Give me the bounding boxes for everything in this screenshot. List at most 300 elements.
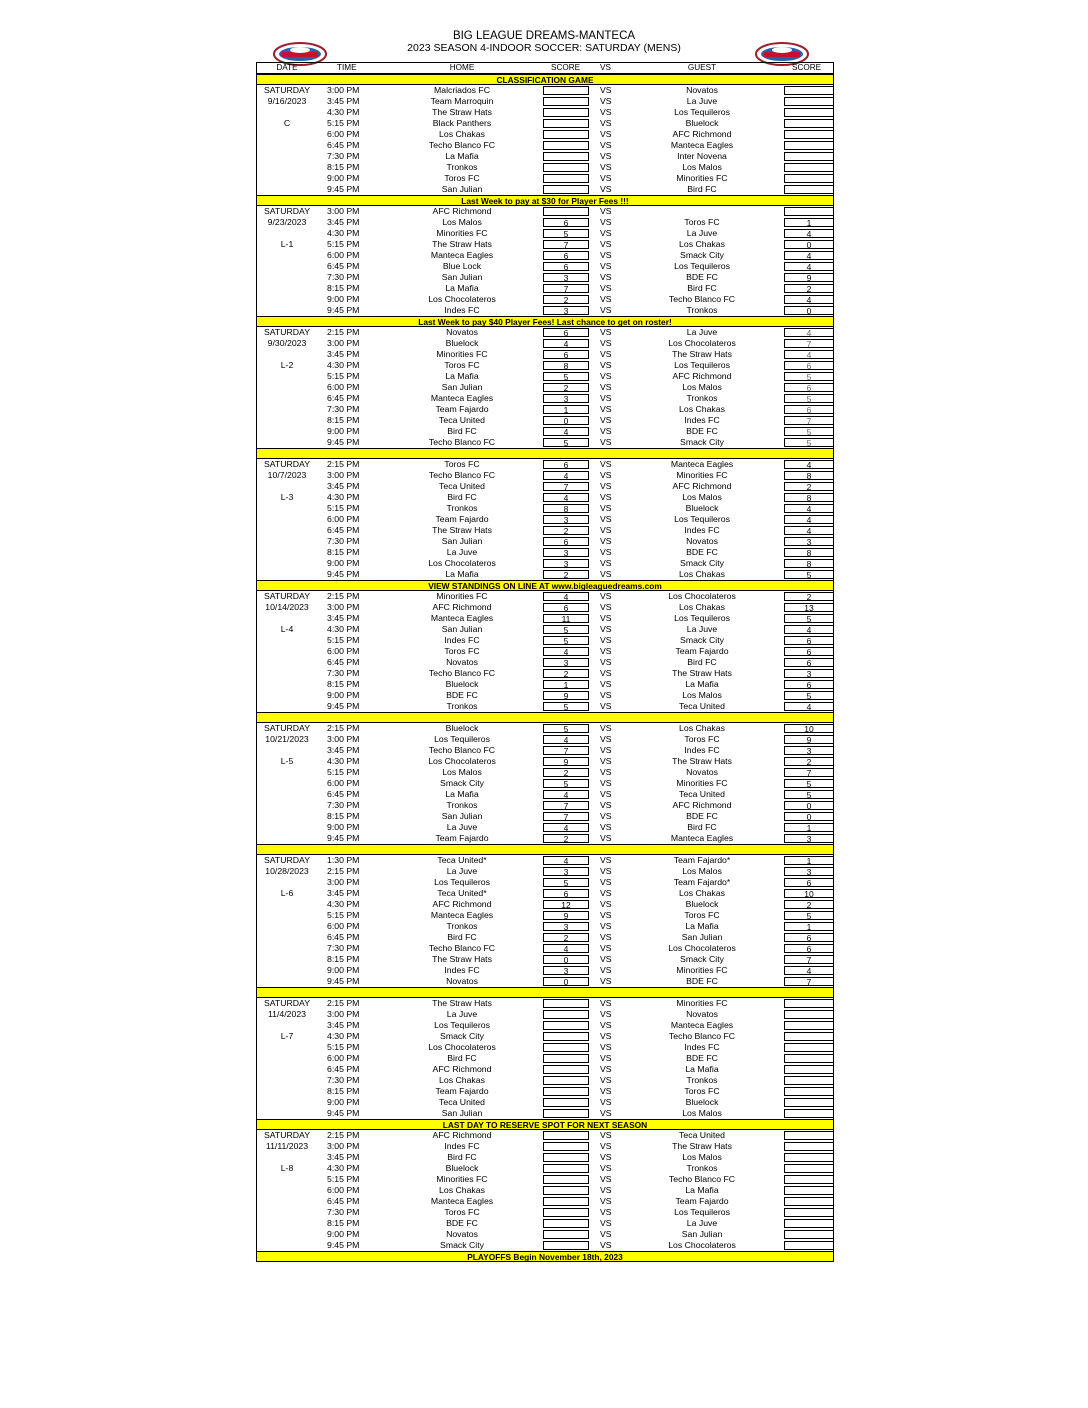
home-score: 2 [543, 526, 589, 535]
guest-score [784, 141, 834, 150]
guest-score: 1 [784, 856, 834, 865]
vs-label: VS [600, 1130, 612, 1140]
vs-label: VS [600, 855, 612, 865]
vs-label: VS [600, 305, 612, 315]
guest-team: Tronkos [686, 393, 718, 403]
home-score: 2 [543, 669, 589, 678]
home-team: BDE FC [446, 690, 478, 700]
game-time: 2:15 PM [327, 723, 360, 733]
guest-team: Los Chocolateros [668, 1240, 736, 1250]
guest-team: Los Malos [682, 1152, 722, 1162]
guest-team: Los Malos [682, 1108, 722, 1118]
vs-label: VS [600, 690, 612, 700]
home-score: 8 [543, 504, 589, 513]
guest-score: 2 [784, 900, 834, 909]
game-time: 3:00 PM [327, 734, 360, 744]
table-row [257, 833, 833, 844]
home-team: AFC Richmond [432, 899, 492, 909]
guest-team: Toros FC [684, 734, 720, 744]
home-team: Bird FC [447, 932, 477, 942]
home-score: 4 [543, 427, 589, 436]
date-label: 10/7/2023 [267, 470, 307, 480]
guest-score: 6 [784, 405, 834, 414]
table-row [257, 349, 833, 360]
guest-team: AFC Richmond [672, 481, 732, 491]
guest-team: Manteca Eagles [670, 140, 734, 150]
guest-score: 4 [784, 262, 834, 271]
vs-label: VS [600, 657, 612, 667]
guest-team: The Straw Hats [672, 668, 732, 678]
vs-label: VS [600, 261, 612, 271]
table-row [257, 1152, 833, 1163]
day-label: SATURDAY [263, 855, 310, 865]
home-score: 6 [543, 603, 589, 612]
home-team: Bird FC [447, 492, 477, 502]
game-time: 9:45 PM [327, 184, 360, 194]
home-team: Toros FC [444, 646, 480, 656]
table-row [257, 800, 833, 811]
table-row [257, 382, 833, 393]
game-time: 2:15 PM [327, 591, 360, 601]
table-header [257, 62, 833, 74]
table-row [257, 921, 833, 932]
home-score: 5 [543, 878, 589, 887]
home-team: AFC Richmond [432, 206, 492, 216]
vs-label: VS [600, 745, 612, 755]
home-score: 7 [543, 482, 589, 491]
guest-team: Los Malos [682, 492, 722, 502]
home-score [543, 1153, 589, 1162]
game-time: 9:00 PM [327, 558, 360, 568]
guest-team: La Mafia [685, 679, 719, 689]
guest-score: 4 [784, 625, 834, 634]
home-score [543, 1241, 589, 1250]
home-team: Minorities FC [436, 349, 488, 359]
home-team: Indes FC [444, 1141, 480, 1151]
playoffs-banner: PLAYOFFS Begin November 18th, 2023 [257, 1251, 833, 1262]
game-time: 4:30 PM [327, 107, 360, 117]
guest-team: Techo Blanco FC [668, 1031, 736, 1041]
guest-score [784, 1076, 834, 1085]
guest-team: AFC Richmond [672, 800, 732, 810]
table-row [257, 503, 833, 514]
game-time: 7:30 PM [327, 668, 360, 678]
guest-score: 4 [784, 295, 834, 304]
guest-team: Los Tequileros [674, 514, 730, 524]
guest-score [784, 1032, 834, 1041]
guest-team: Los Chocolateros [668, 943, 736, 953]
table-row [257, 558, 833, 569]
guest-team: Los Chakas [679, 569, 725, 579]
game-time: 6:00 PM [327, 778, 360, 788]
vs-label: VS [600, 778, 612, 788]
home-score: 3 [543, 548, 589, 557]
home-team: The Straw Hats [432, 239, 492, 249]
home-team: Novatos [446, 657, 478, 667]
guest-score: 6 [784, 680, 834, 689]
guest-score: 5 [784, 779, 834, 788]
table-row [257, 668, 833, 679]
home-score [543, 108, 589, 117]
guest-team: Bird FC [687, 184, 717, 194]
table-row [257, 305, 833, 316]
game-time: 8:15 PM [327, 1218, 360, 1228]
game-time: 3:00 PM [327, 338, 360, 348]
guest-score: 0 [784, 812, 834, 821]
table-row [257, 470, 833, 481]
vs-label: VS [600, 250, 612, 260]
home-score: 4 [543, 735, 589, 744]
guest-team: Los Chakas [679, 888, 725, 898]
table-row [257, 679, 833, 690]
table-row [257, 184, 833, 195]
home-score: 4 [543, 493, 589, 502]
home-team: San Julian [441, 272, 483, 282]
guest-team: Los Tequileros [674, 1207, 730, 1217]
guest-team: Teca United [679, 701, 725, 711]
page-title: BIG LEAGUE DREAMS-MANTECA [452, 30, 636, 42]
game-time: 4:30 PM [327, 492, 360, 502]
guest-team: Novatos [686, 767, 718, 777]
vs-label: VS [600, 1042, 612, 1052]
guest-score [784, 130, 834, 139]
home-team: Indes FC [444, 635, 480, 645]
table-row [257, 976, 833, 987]
home-score: 9 [543, 757, 589, 766]
vs-label: VS [600, 1075, 612, 1085]
guest-score [784, 1043, 834, 1052]
game-time: 3:45 PM [327, 613, 360, 623]
guest-score [784, 1098, 834, 1107]
guest-score: 0 [784, 801, 834, 810]
home-team: Techo Blanco FC [428, 140, 496, 150]
game-time: 8:15 PM [327, 679, 360, 689]
vs-label: VS [600, 217, 612, 227]
vs-label: VS [600, 162, 612, 172]
guest-team: The Straw Hats [672, 756, 732, 766]
table-row [257, 1020, 833, 1031]
game-time: 4:30 PM [327, 624, 360, 634]
table-row [257, 371, 833, 382]
vs-label: VS [600, 426, 612, 436]
vs-label: VS [600, 1207, 612, 1217]
home-team: Malcriados FC [434, 85, 490, 95]
guest-score [784, 1197, 834, 1206]
home-score: 2 [543, 933, 589, 942]
game-time: 4:30 PM [327, 1163, 360, 1173]
home-score: 5 [543, 229, 589, 238]
vs-label: VS [600, 888, 612, 898]
table-row [257, 393, 833, 404]
schedule-table [256, 62, 834, 1262]
game-time: 9:45 PM [327, 305, 360, 315]
vs-label: VS [600, 1174, 612, 1184]
guest-score: 8 [784, 471, 834, 480]
vs-label: VS [600, 591, 612, 601]
guest-score: 4 [784, 328, 834, 337]
home-team: Los Tequileros [434, 877, 490, 887]
game-time: 1:30 PM [327, 855, 360, 865]
guest-team: La Juve [686, 1218, 718, 1228]
home-team: La Juve [446, 822, 478, 832]
table-row [257, 877, 833, 888]
table-row [257, 162, 833, 173]
table-row [257, 888, 833, 899]
guest-team: Indes FC [684, 415, 720, 425]
vs-label: VS [600, 624, 612, 634]
vs-label: VS [600, 371, 612, 381]
home-score: 5 [543, 636, 589, 645]
home-score [543, 130, 589, 139]
guest-team: BDE FC [686, 976, 718, 986]
vs-label: VS [600, 415, 612, 425]
guest-score: 5 [784, 570, 834, 579]
game-time: 6:45 PM [327, 1196, 360, 1206]
home-score: 7 [543, 812, 589, 821]
game-time: 2:15 PM [327, 459, 360, 469]
table-row [257, 250, 833, 261]
game-time: 7:30 PM [327, 1075, 360, 1085]
table-row [257, 327, 833, 338]
game-time: 3:00 PM [327, 470, 360, 480]
home-score [543, 1054, 589, 1063]
table-row [257, 1174, 833, 1185]
home-score [543, 1098, 589, 1107]
guest-score [784, 86, 834, 95]
table-row [257, 1086, 833, 1097]
home-team: La Juve [446, 547, 478, 557]
guest-score [784, 1142, 834, 1151]
home-team: Tronkos [446, 800, 478, 810]
vs-label: VS [600, 360, 612, 370]
table-row [257, 360, 833, 371]
home-score [543, 207, 589, 216]
guest-team: BDE FC [686, 272, 718, 282]
guest-score: 13 [784, 603, 834, 612]
guest-score: 6 [784, 878, 834, 887]
table-row [257, 591, 833, 602]
vs-label: VS [600, 965, 612, 975]
vs-label: VS [600, 558, 612, 568]
game-time: 6:00 PM [327, 250, 360, 260]
guest-team: Minorities FC [676, 998, 728, 1008]
week-banner: Last Week to pay $40 Player Fees! Last chance to get on roster! [257, 316, 833, 327]
table-row [257, 822, 833, 833]
home-team: Manteca Eagles [430, 613, 494, 623]
game-time: 4:30 PM [327, 756, 360, 766]
week-banner: Last Week to pay at $30 for Player Fees !!! [257, 195, 833, 206]
guest-score: 4 [784, 251, 834, 260]
guest-score: 6 [784, 636, 834, 645]
guest-team: Indes FC [684, 1042, 720, 1052]
guest-score [784, 163, 834, 172]
day-label: SATURDAY [263, 723, 310, 733]
guest-score: 3 [784, 746, 834, 755]
home-team: Techo Blanco FC [428, 437, 496, 447]
home-score: 7 [543, 746, 589, 755]
guest-team: Bluelock [685, 503, 719, 513]
guest-score: 5 [784, 691, 834, 700]
table-row [257, 1097, 833, 1108]
vs-label: VS [600, 646, 612, 656]
game-time: 7:30 PM [327, 151, 360, 161]
home-score [543, 1186, 589, 1195]
table-row [257, 624, 833, 635]
guest-score: 1 [784, 218, 834, 227]
vs-label: VS [600, 1108, 612, 1118]
vs-label: VS [600, 536, 612, 546]
home-score: 6 [543, 328, 589, 337]
home-team: Los Chocolateros [428, 558, 496, 568]
game-time: 3:45 PM [327, 745, 360, 755]
home-team: Manteca Eagles [430, 393, 494, 403]
home-score [543, 119, 589, 128]
home-score: 0 [543, 977, 589, 986]
home-score: 3 [543, 559, 589, 568]
home-team: Minorities FC [436, 228, 488, 238]
table-row [257, 965, 833, 976]
home-team: Black Panthers [432, 118, 492, 128]
game-time: 3:45 PM [327, 1152, 360, 1162]
guest-team: Toros FC [684, 910, 720, 920]
guest-team: La Juve [686, 228, 718, 238]
home-team: San Julian [441, 624, 483, 634]
guest-score: 7 [784, 955, 834, 964]
vs-label: VS [600, 470, 612, 480]
home-team: BDE FC [446, 1218, 478, 1228]
vs-label: VS [600, 404, 612, 414]
vs-label: VS [600, 107, 612, 117]
guest-team: BDE FC [686, 547, 718, 557]
guest-score: 9 [784, 735, 834, 744]
guest-team: Novatos [686, 536, 718, 546]
guest-team: Smack City [680, 558, 724, 568]
home-score: 5 [543, 702, 589, 711]
guest-score: 5 [784, 394, 834, 403]
home-score: 3 [543, 306, 589, 315]
home-team: Techo Blanco FC [428, 745, 496, 755]
table-row [257, 745, 833, 756]
guest-team: BDE FC [686, 426, 718, 436]
home-team: Team Fajardo [435, 1086, 489, 1096]
home-score [543, 999, 589, 1008]
home-score [543, 152, 589, 161]
game-time: 4:30 PM [327, 1031, 360, 1041]
vs-label: VS [600, 833, 612, 843]
game-time: 6:45 PM [327, 525, 360, 535]
vs-label: VS [600, 393, 612, 403]
home-team: Techo Blanco FC [428, 668, 496, 678]
guest-score [784, 119, 834, 128]
guest-score: 4 [784, 504, 834, 513]
home-team: Bird FC [447, 1053, 477, 1063]
table-row [257, 239, 833, 250]
game-time: 8:15 PM [327, 811, 360, 821]
game-time: 2:15 PM [327, 998, 360, 1008]
header-time: TIME [337, 63, 357, 72]
game-time: 7:30 PM [327, 536, 360, 546]
guest-score [784, 1054, 834, 1063]
guest-score: 5 [784, 372, 834, 381]
guest-score [784, 999, 834, 1008]
game-time: 5:15 PM [327, 910, 360, 920]
vs-label: VS [600, 85, 612, 95]
table-row [257, 85, 833, 96]
guest-score: 5 [784, 438, 834, 447]
table-row [257, 1042, 833, 1053]
vs-label: VS [600, 1009, 612, 1019]
guest-team: Los Tequileros [674, 360, 730, 370]
table-row [257, 954, 833, 965]
guest-team: Toros FC [684, 1086, 720, 1096]
home-score [543, 1219, 589, 1228]
date-label: 9/16/2023 [267, 96, 307, 106]
home-score: 3 [543, 867, 589, 876]
guest-score: 4 [784, 966, 834, 975]
home-score: 5 [543, 438, 589, 447]
home-score: 6 [543, 218, 589, 227]
table-row [257, 602, 833, 613]
table-row [257, 778, 833, 789]
guest-score [784, 1109, 834, 1118]
game-time: 6:00 PM [327, 921, 360, 931]
week-banner: CLASSIFICATION GAME [257, 74, 833, 85]
game-time: 9:45 PM [327, 1108, 360, 1118]
guest-team: Minorities FC [676, 470, 728, 480]
game-time: 9:45 PM [327, 1240, 360, 1250]
home-team: Smack City [440, 1240, 484, 1250]
table-row [257, 734, 833, 745]
table-row [257, 690, 833, 701]
week-separator [257, 987, 833, 998]
game-time: 6:45 PM [327, 1064, 360, 1074]
guest-score: 9 [784, 273, 834, 282]
home-team: Teca United [439, 1097, 485, 1107]
guest-score: 6 [784, 658, 834, 667]
table-row [257, 481, 833, 492]
guest-team: Inter Novena [677, 151, 727, 161]
vs-label: VS [600, 668, 612, 678]
guest-score: 0 [784, 240, 834, 249]
home-score: 6 [543, 889, 589, 898]
guest-team: Los Tequileros [674, 613, 730, 623]
home-score [543, 1087, 589, 1096]
game-time: 5:15 PM [327, 503, 360, 513]
home-team: Manteca Eagles [430, 910, 494, 920]
home-team: Teca United [439, 481, 485, 491]
home-score: 3 [543, 394, 589, 403]
home-score [543, 141, 589, 150]
home-score [543, 1230, 589, 1239]
week-separator [257, 844, 833, 855]
guest-score: 10 [784, 724, 834, 733]
home-team: Minorities FC [436, 1174, 488, 1184]
home-score [543, 1065, 589, 1074]
guest-team: Novatos [686, 1009, 718, 1019]
home-score: 4 [543, 944, 589, 953]
home-score [543, 1164, 589, 1173]
guest-score [784, 1021, 834, 1030]
guest-team: La Juve [686, 96, 718, 106]
home-team: Los Chakas [439, 1075, 485, 1085]
week-label: L-5 [280, 756, 294, 766]
table-row [257, 459, 833, 470]
table-row [257, 1009, 833, 1020]
table-row [257, 1031, 833, 1042]
game-time: 8:15 PM [327, 283, 360, 293]
game-time: 5:15 PM [327, 118, 360, 128]
home-score: 5 [543, 625, 589, 634]
